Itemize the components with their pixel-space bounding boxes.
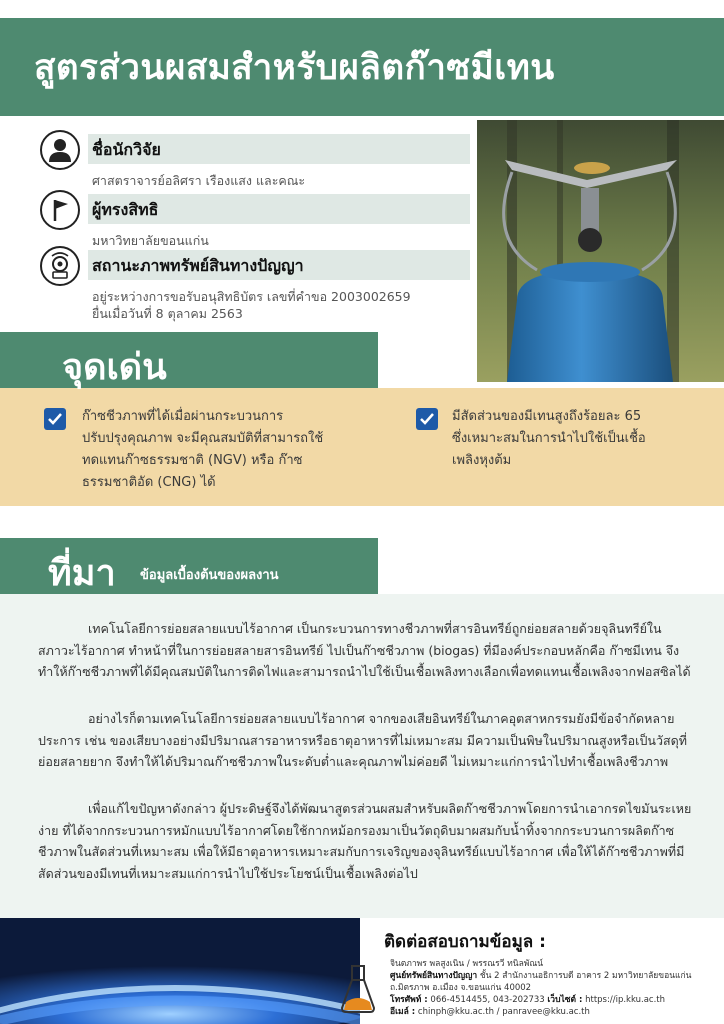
- info-value: ศาสตราจารย์อลิศรา เรืองแสง และคณะ: [92, 173, 306, 188]
- highlight-line: ทดแทนก๊าซธรรมชาติ (NGV) หรือ ก๊าซ: [82, 453, 303, 468]
- highlights-header: [0, 332, 378, 388]
- source-paragraph-2: อย่างไรก็ตามเทคโนโลยีการย่อยสลายแบบไร้อากาศ จากของเสียอินทรีย์ในภาคอุตสาหกรรมยังมีข้อจำกัดหลายประการ เช่น ของเสียบางอย่างมีปริมาณสารอาหารหรือธาตุอาหารที่ไม่เหมาะสม มีความเป็นพิษในปริมาณสูงหรือเป็นวัสดุที่ย่อยสลายยาก จึงทำให้ได้ปริมาณก๊าซชีวภาพในระดับต่ำและคุณภาพไม่ค่อยดี ไม่เหมาะแก่การนำไปทำเชื้อเพลิงชีวภาพ: [38, 711, 687, 769]
- highlight-line: มีสัดส่วนของมีเทนสูงถึงร้อยละ 65: [452, 409, 642, 424]
- gas-flame-photo: [0, 918, 360, 1024]
- ip-status-line-1: อยู่ระหว่างการขอรับอนุสิทธิบัตร เลขที่คำขอ 2003002659: [92, 289, 411, 304]
- highlight-line: ก๊าซชีวภาพที่ได้เมื่อผ่านกระบวนการ: [82, 409, 284, 424]
- ip-status-line-2: ยื่นเมื่อวันที่ 8 ตุลาคม 2563: [92, 306, 243, 321]
- contact-org-name: ศูนย์ทรัพย์สินทางปัญญา: [390, 971, 478, 981]
- highlight-line: ปรับปรุงคุณภาพ จะมีคุณสมบัติที่สามารถใช้: [82, 431, 324, 446]
- contact-names: จินตภาพร พลสูงเนิน / พรรณรวี ทนิลพัณน์: [390, 959, 544, 969]
- flag-icon: [40, 190, 80, 230]
- contact-title: ติดต่อสอบถามข้อมูล :: [384, 932, 546, 952]
- source-body: [0, 594, 724, 918]
- contact-panel: [360, 918, 724, 1024]
- web-label: เว็บไซต์ :: [547, 995, 583, 1005]
- page-title: สูตรส่วนผสมสำหรับผลิตก๊าซมีเทน: [34, 48, 555, 88]
- highlight-line: ธรรมชาติอัด (CNG) ได้: [82, 475, 216, 490]
- contact-email: [390, 1004, 590, 1018]
- source-paragraph-3: เพื่อแก้ไขปัญหาดังกล่าว ผู้ประดิษฐ์จึงได้พัฒนาสูตรส่วนผสมสำหรับผลิตก๊าซชีวภาพโดยการนำเอากรดไขมันระเหยง่าย ที่ได้จากกระบวนการหมักแบบไร้อากาศโดยใช้กากหม้อกรองมาเป็นวัตถุดิบมาผสมกับน้ำทิ้งจากกระบวนการผลิตก๊าซชีวภาพในสัดส่วนที่เหมาะสม เพื่อให้มีธาตุอาหารเหมาะสมกับการเจริญของจุลินทรีย์แบบไร้อากาศ เพื่อให้ได้ก๊าซชีวภาพที่มีสัดส่วนของมีเทนที่เหมาะสมแก่การนำไปใช้ประโยชน์เป็นเชื้อเพลิงต่อไป: [38, 801, 692, 881]
- lab-flask-icon: [338, 964, 378, 1014]
- web-link[interactable]: https://ip.kku.ac.th: [585, 995, 666, 1005]
- source-paragraph-1: เทคโนโลยีการย่อยสลายแบบไร้อากาศ เป็นกระบวนการทางชีวภาพที่สารอินทรีย์ถูกย่อยสลายด้วยจุลินทรีย์ในสภาวะไร้อากาศ ทำหน้าที่ในการย่อยสลายสารอินทรีย์ ไปเป็นก๊าซชีวภาพ (biogas) ที่มีองค์ประกอบหลักคือ ก๊าซมีเทน จึงทำให้ก๊าซชีวภาพที่ได้มีคุณสมบัติในการติดไฟและสามารถนำไปใช้เป็นเชื้อเพลิงทางเลือกเพื่อทดแทนเชื้อเพลิงจากฟอสซิลได้: [38, 621, 691, 679]
- checkbox-icon: [44, 408, 66, 430]
- source-header: [0, 538, 378, 594]
- title-bar: [0, 18, 724, 116]
- info-label: สถานะภาพทรัพย์สินทางปัญญา: [92, 256, 304, 275]
- source-title: ที่มา: [48, 553, 116, 594]
- contact-address: ถ.มิตรภาพ อ.เมือง จ.ขอนแก่น 40002: [390, 983, 532, 993]
- checkbox-icon: [416, 408, 438, 430]
- email-link[interactable]: chinph@kku.ac.th / panravee@kku.ac.th: [417, 1007, 590, 1017]
- email-label: อีเมล์ :: [390, 1007, 416, 1017]
- highlights-title: จุดเด่น: [62, 347, 167, 388]
- highlight-line: เพลิงหุงต้ม: [452, 453, 512, 468]
- phone-label: โทรศัพท์ :: [390, 995, 428, 1005]
- info-value: [92, 288, 411, 322]
- source-subtitle: ข้อมูลเบื้องต้นของผลงาน: [140, 568, 279, 583]
- phone-value: 066-4514455, 043-202733: [430, 995, 545, 1005]
- info-value: มหาวิทยาลัยขอนแก่น: [92, 233, 209, 248]
- highlight-item-2: [452, 406, 712, 472]
- ip-status-icon: [40, 246, 80, 286]
- contact-org-address: ชั้น 2 สำนักงานอธิการบดี อาคาร 2 มหาวิทยาลัยขอนแก่น: [479, 971, 692, 981]
- person-icon: [40, 130, 80, 170]
- info-label: ชื่อนักวิจัย: [92, 140, 161, 159]
- highlight-line: ซึ่งเหมาะสมในการนำไปใช้เป็นเชื้อ: [452, 431, 646, 446]
- highlight-item-1: [82, 406, 402, 494]
- info-label: ผู้ทรงสิทธิ: [92, 200, 159, 219]
- gas-stove-photo: [477, 120, 724, 382]
